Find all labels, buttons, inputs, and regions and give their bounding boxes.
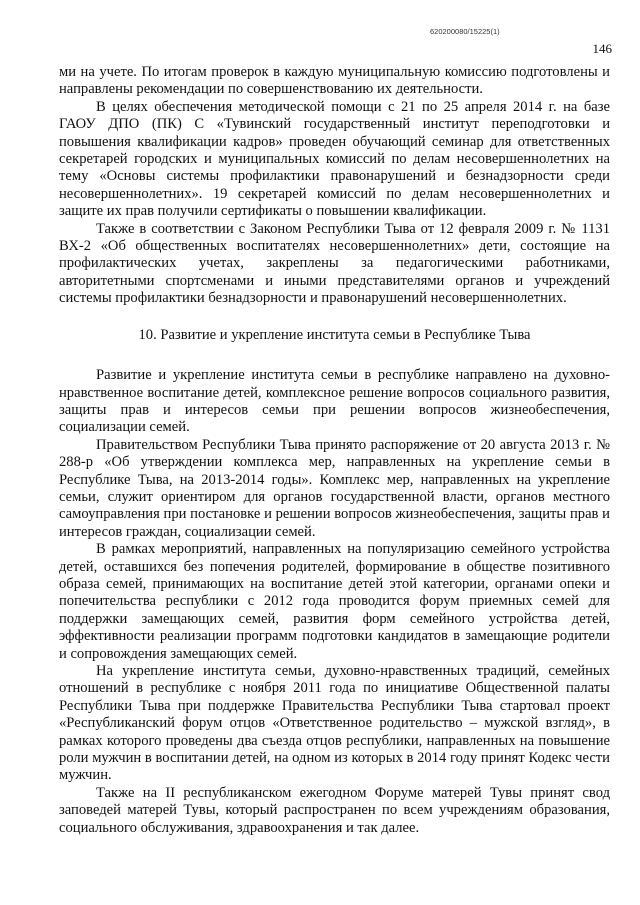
paragraph-public-educators-law: Также в соответствии с Законом Республики Тыва от 12 февраля 2009 г. № 1131 ВХ-2 «Об общественных воспитателях несовершеннолетних» дети, состоящие на профилактических учетах, закреплены за педагогическими работниками, авторитетными спортсменами и иными представителями органов и учреждений системы профилактики безнадзорности и правонарушений несовершеннолетних. xyxy=(59,220,610,307)
paragraph-mothers-forum: Также на II республиканском ежегодном Форуме матерей Тувы принят свод заповедей матерей Тувы, который распространен по всем учреждениям образования, социального обслуживания, здравоохранения и так далее. xyxy=(59,784,610,836)
page-number: 146 xyxy=(592,41,612,56)
page-body xyxy=(59,64,610,837)
paragraph-government-order: Правительством Республики Тыва принято распоряжение от 20 августа 2013 г. № 288-р «Об утверждении комплекса мер, направленных на укрепление семьи в Республике Тыва, на 2013-2014 годы». Комплекс мер, направленных на укрепление семьи, служит ориентиром для органов государственной власти, органов местного самоуправления при постановке и решении вопросов жизнеобеспечения, защиты прав и интересов граждан, социализации семей. xyxy=(59,436,610,540)
paragraph-foster-families-forum: В рамках мероприятий, направленных на популяризацию семейного устройства детей, оставшихся без попечения родителей, формирование в обществе позитивного образа семей, принимающих на воспитание детей этой категории, органами опеки и попечительства республики с 2012 года проводится форум приемных семей для поддержки замещающих семей, развития форм семейного устройства детей, эффективности реализации программ подготовки кандидатов в замещающие родители и сопровождения замещающих семей. xyxy=(59,541,610,662)
paragraph-seminar: В целях обеспечения методической помощи с 21 по 25 апреля 2014 г. на базе ГАОУ ДПО (ПК) С «Тувинский государственный институт переподготовки и повышения квалификации кадров» проведен обучающий семинар для ответственных секретарей городских и муниципальных комиссий по делам несовершеннолетних на тему «Основы системы профилактики правонарушений и безнадзорности среди несовершеннолетних». 19 секретарей комиссий по делам несовершеннолетних и защите их прав получили сертификаты о повышении квалификации. xyxy=(59,98,610,220)
document-code: 620200080/15225(1) xyxy=(430,27,500,36)
paragraph-family-institute: Развитие и укрепление института семьи в республике направлено на духовно-нравственное воспитание детей, комплексное решение вопросов социального развития, защиты прав и интересов семьи при решении вопросов жизнеобеспечения, социализации семей. xyxy=(59,367,610,436)
paragraph-fathers-forum: На укрепление института семьи, духовно-нравственных традиций, семейных отношений в республике с ноября 2011 года по инициативе Общественной палаты Республики Тыва при поддержке Правительства Республики Тыва стартовал проект «Республиканский форум отцов «Ответственное родительство – мужской взгляд», в рамках которого проведены два съезда отцов республики, направленных на повышение роли мужчин в воспитании детей, на одном из которых в 2014 году принят Кодекс чести мужчин. xyxy=(59,663,610,784)
section-heading: 10. Развитие и укрепление института семьи в Республике Тыва xyxy=(138,326,531,343)
paragraph-continuation: ми на учете. По итогам проверок в каждую муниципальную комиссию подготовлены и направлены рекомендации по совершенствованию их деятельности. xyxy=(59,64,610,98)
